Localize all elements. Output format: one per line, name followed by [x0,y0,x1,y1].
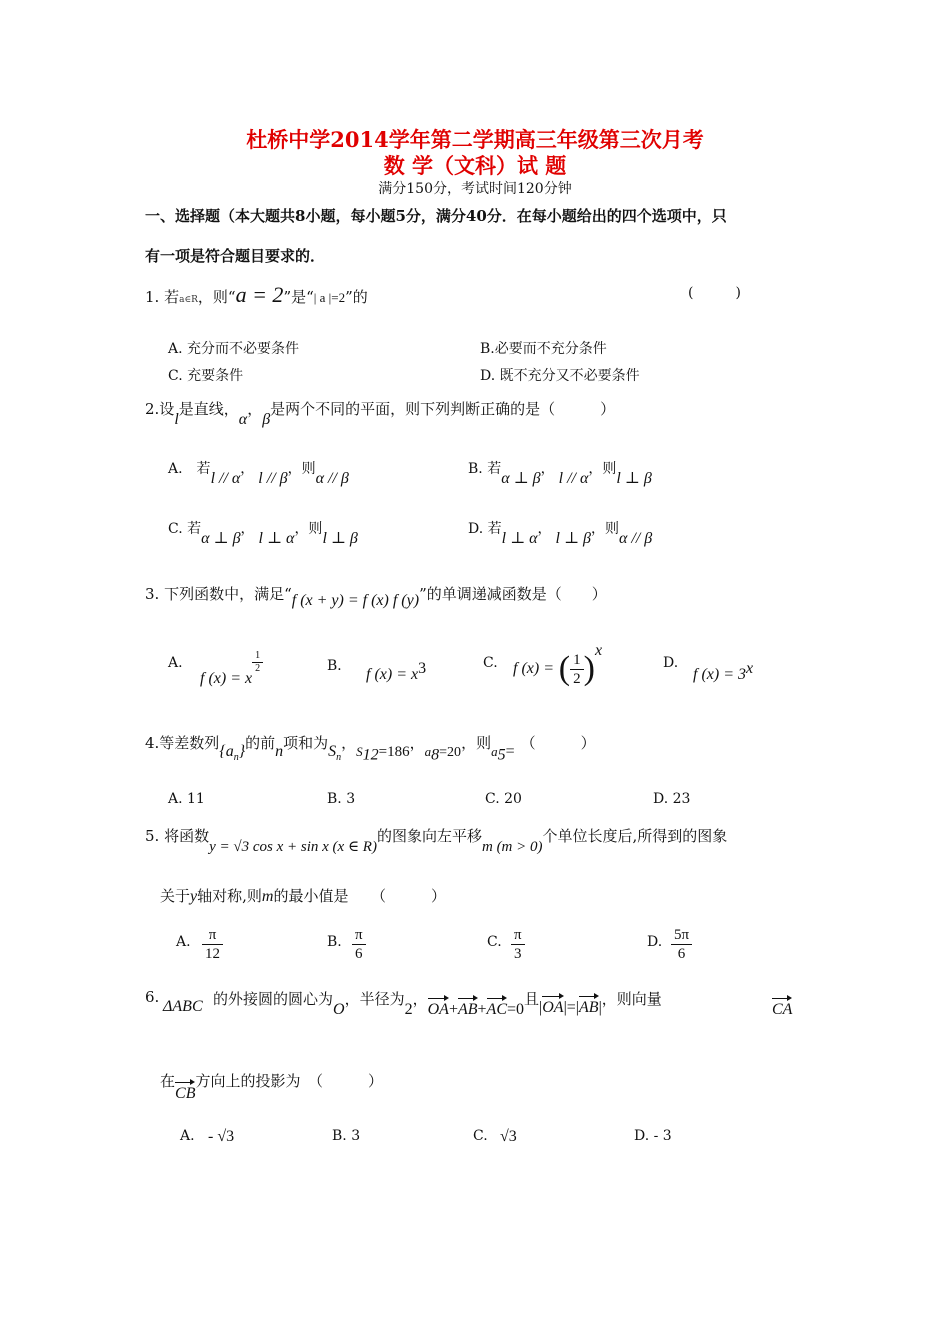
q6-mid2: ，半径为 [344,990,405,1008]
q3-b-sup: 3 [418,660,427,677]
q5-option-d-label[interactable]: D. [647,934,663,950]
exam-info: 满分150分，考试时间120分钟 [378,181,572,197]
q5-option-b-frac[interactable] [352,926,366,963]
q2-d-sep: ， [537,521,552,537]
q2-mid2: 是两个不同的平面，则下列判断正确的是（ ） [270,400,616,418]
q5-c-frac [511,926,525,963]
q3-expr: f (x + y) = f (x) f (y) [291,592,420,609]
q4-a8-val: =20 [439,745,462,760]
q6-abs-m: |=| [563,999,580,1016]
q1-option-d[interactable]: D. 既不充分又不必要条件 [480,368,640,384]
q2-comma: ， [247,400,263,418]
q5-d-num: 5π [671,926,692,945]
q4-a5-base: a [491,744,498,759]
q4-s12-base: S [356,744,363,759]
q2-d-e3: α // β [619,530,653,547]
q6-O: O [333,1001,345,1018]
question-1-stem [145,282,368,308]
q4-s12-val: =186 [378,744,410,760]
q6-plus2: + [477,1001,487,1018]
q5-a-num: π [202,926,223,945]
q3-a-expr: f (x) = x [200,669,253,687]
section-instructions-line2: 有一项是符合题目要求的． [145,247,326,265]
q2-prefix: 2.设 [145,400,175,418]
q3-c-sup: x [594,642,603,659]
q5-line2-b: 轴对称,则 [197,887,262,905]
q3-c-frac [570,651,584,688]
q4-an-base: {a [219,743,234,760]
q5-mid: 的图象向左平移 [376,827,482,845]
q4-mid2: 项和为 [283,734,329,752]
q2-a-e3: α // β [315,470,349,487]
question-6-line2 [160,1070,383,1102]
q6-abs-r: | [598,999,602,1016]
q3-option-b-expr[interactable] [366,660,426,684]
q3-c-expr: f (x) = [513,660,554,677]
question-6-stem [145,988,159,1006]
q4-mid3: ，则 [461,734,492,752]
q2-d-e1: l ⊥ α [501,530,538,547]
q2-c-e3: l ⊥ β [322,530,358,547]
q6-vec-ca-wrap [772,1000,792,1019]
q6-line2-a: 在 [160,1072,176,1090]
q6-and: 且 [524,990,540,1008]
q5-line2-y: y [190,888,198,905]
q5-expr: y = √3 cos x + sin x (x ∈ R) [209,839,377,855]
q2-b-sep: ， [540,461,555,477]
q6-two: 2 [404,1001,413,1018]
q4-paren: （ ） [520,734,596,752]
q4-a8-sub: 8 [431,746,440,764]
q5-d-den: 6 [677,946,686,962]
q2-b-then: ，则 [588,461,617,477]
q2-option-b[interactable] [468,458,652,487]
q6-option-a-label[interactable]: A. [180,1128,195,1144]
q2-option-a[interactable] [168,458,349,487]
q5-c-den: 3 [514,946,522,962]
q2-c-e2: l ⊥ α [258,530,295,547]
q6-option-a-value[interactable]: - √3 [208,1128,235,1145]
q6-abs-eq [539,998,602,1016]
q4-an [219,743,246,764]
q3-d-sup: x [746,660,754,677]
q4-c1: ， [341,734,357,752]
q1-expr1: a = 2 [235,282,284,307]
q2-a-e1: l // α [210,470,241,487]
q3-option-c-expr[interactable] [513,642,603,688]
q5-line2-c: 的最小值是 （ ） [273,887,446,905]
q4-prefix: 4.等差数列 [145,734,220,752]
q3-b-expr: f (x) = x [366,666,419,683]
question-4-stem [145,732,596,764]
q5-m-expr: m (m > 0) [481,839,543,855]
q4-c2: ， [409,734,425,752]
exam-title: 杜桥中学2014学年第二学期高三年级第三次月考 [246,127,704,152]
q1-option-b[interactable]: B.必要而不充分条件 [480,341,607,357]
section-instructions-line1: 一、选择题（本大题共8小题，每小题5分，满分40分．在每小题给出的四个选项中，只 [145,207,727,225]
q6-vec-ca: CA [772,1001,793,1018]
q5-line2-m: m [261,888,274,905]
q2-c-sep: ， [240,521,255,537]
q4-option-a[interactable]: A. 11 [168,791,205,807]
q1-answer-paren: ( ) [688,285,741,301]
q3-d-expr: f (x) = 3 [693,666,746,683]
q2-a-sep: ， [240,461,255,477]
q4-s12-sub: 12 [362,746,379,764]
q2-alpha: α [238,411,248,428]
q4-a8 [424,744,462,764]
q2-c-label: C. 若 [168,521,202,537]
q3-option-a-label[interactable]: A. [168,655,183,671]
q3-c-den: 2 [573,670,581,687]
q2-c-e1: α ⊥ β [201,530,241,547]
q4-a5-eq: = [505,743,515,760]
q1-mid3: ”的 [345,288,368,306]
q2-option-c[interactable] [168,518,358,547]
q2-a-e2: l // β [258,470,288,487]
q4-a5-sub: 5 [497,746,506,764]
q6-mid1: 的外接圆的圆心为 [213,990,334,1008]
q4-option-c[interactable]: C. 20 [485,791,522,807]
q6-vec-ab2: AB [579,999,599,1016]
q3-a-den: 2 [255,663,261,674]
q6-mid3: ，则向量 [601,990,662,1008]
q3-a-num: 1 [252,650,263,663]
q3-prefix: 3. 下列函数中，满足“ [145,585,292,603]
q1-option-a[interactable]: A. 充分而不必要条件 [168,341,300,357]
q4-sn-base: S [328,743,337,760]
question-3-stem [145,583,607,609]
q2-d-label: D. 若 [468,521,502,537]
q3-option-d-expr[interactable] [693,660,753,684]
q1-tiny-cond: a∈R [179,295,198,305]
q4-an-sub: n [233,752,239,764]
q5-b-den: 6 [355,946,363,962]
q4-a5 [491,743,515,764]
q5-a-den: 12 [205,946,220,962]
q2-d-e2: l ⊥ β [555,530,591,547]
q4-mid1: 的前 [245,734,276,752]
q2-b-e1: α ⊥ β [501,470,541,487]
q6-triangle: ΔABC [163,998,203,1015]
question-5-line2 [160,885,446,906]
q6-abs-l: | [539,999,543,1016]
question-2-stem [145,398,616,428]
q2-c-then: ，则 [294,521,323,537]
q3-a-exponent [252,650,263,675]
q3-c-lparen: ( [558,650,571,687]
q5-c-num: π [511,926,525,945]
q1-prefix: 1. 若 [145,288,180,306]
q6-vec-oa2: OA [542,999,564,1016]
question-5-stem [145,825,728,855]
q4-s12 [356,744,410,764]
q3-option-d-label[interactable]: D. [663,655,679,671]
q3-option-b-label[interactable]: B． [327,658,352,674]
q6-c1: ， [412,990,428,1008]
q6-option-c-value[interactable]: √3 [500,1128,517,1145]
q6-option-c-label[interactable]: C. [473,1128,488,1144]
q3-option-c-label[interactable]: C. [483,655,498,671]
q6-prefix: 6. [145,988,160,1006]
q5-option-d-frac[interactable] [671,926,692,963]
q2-l: l [174,411,179,428]
q1-option-c[interactable]: C. 充要条件 [168,368,244,384]
q3-c-num: 1 [570,651,584,670]
q6-eq0: =0 [507,1001,525,1018]
q3-option-a-expr[interactable] [200,650,263,687]
q4-n: n [275,743,284,760]
q4-option-b[interactable]: B. 3 [327,791,356,807]
q1-expr2: | a |=2 [313,290,346,305]
q5-option-c-label[interactable]: C. [487,934,502,950]
q6-vec-ab: AB [457,1001,478,1018]
q5-option-a-label[interactable]: A. [176,934,191,950]
q6-option-b[interactable]: B. 3 [332,1128,361,1144]
q2-beta: β [262,411,271,428]
q6-vec-oa: OA [427,1001,449,1018]
q5-a-frac [202,926,223,963]
q3-c-rparen: ) [583,650,595,687]
q5-b-num: π [352,926,366,945]
q5-option-b-label[interactable]: B. [327,934,342,950]
q6-vec-ac: AC [486,1001,507,1018]
q6-vec-cb: CB [175,1085,196,1102]
q5-option-c-frac[interactable] [511,926,525,963]
q6-option-d[interactable]: D. - 3 [634,1128,672,1144]
q2-d-then: ，则 [591,521,619,537]
q3-suffix: ”的单调递减函数是（ ） [419,585,607,603]
q2-b-e3: l ⊥ β [616,470,652,487]
q5-line2-a: 关于 [160,887,191,905]
q5-d-frac [671,926,692,963]
q6-vector-sum [428,1000,524,1018]
q4-sn [328,743,342,764]
exam-subtitle: 数 学（文科）试 题 [383,153,567,178]
q1-mid2: ”是“ [283,288,314,306]
q5-prefix: 5. 将函数 [145,827,210,845]
q2-b-e2: l // α [558,470,589,487]
q4-sn-sub: n [336,752,342,764]
q2-a-then: ，则 [287,461,316,477]
q2-b-label: B. 若 [468,461,502,477]
q5-suffix: 个单位长度后,所得到的图象 [542,827,728,845]
q1-mid1: ，则“ [197,288,236,306]
q2-option-d[interactable] [468,518,653,547]
q4-option-d[interactable]: D. 23 [653,791,691,807]
q5-b-frac [352,926,366,963]
q6-stem-mid [213,988,662,1018]
q2-a-label: A. 若 [168,461,211,477]
q2-mid1: 是直线， [178,400,239,418]
q6-plus1: + [448,1001,458,1018]
q4-an-close: } [238,743,246,760]
q6-line2-b: 方向上的投影为 （ ） [195,1072,383,1090]
q5-option-a-frac[interactable] [202,926,223,963]
q4-a8-base: a [424,744,432,759]
